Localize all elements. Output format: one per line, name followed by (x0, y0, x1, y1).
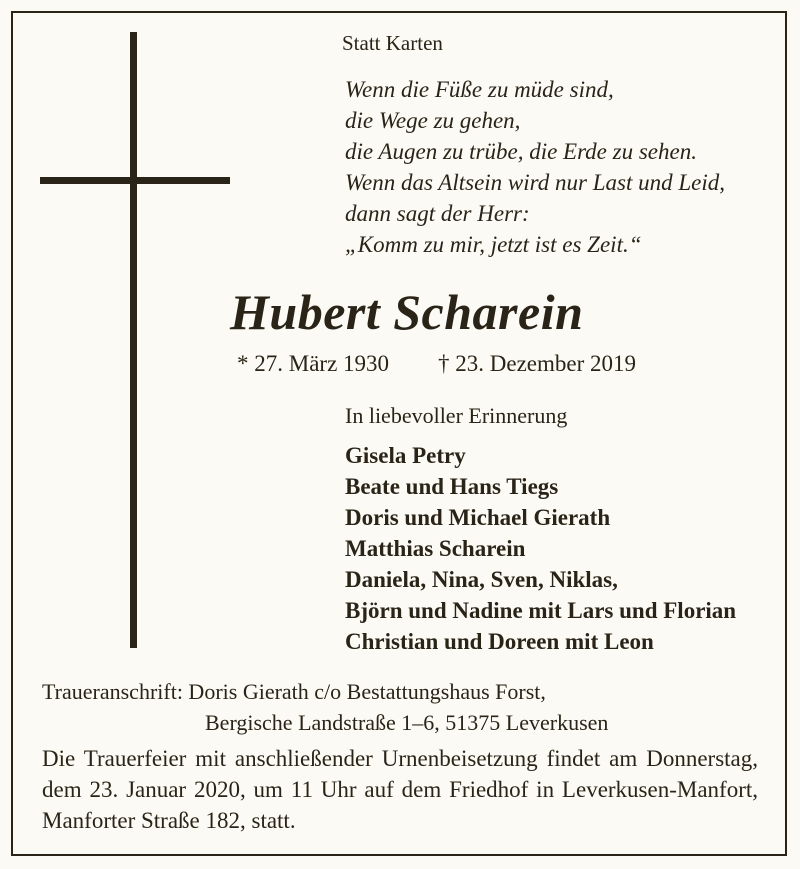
poem-line: „Komm zu mir, jetzt ist es Zeit.“ (345, 232, 642, 257)
ceremony-info: Die Trauerfeier mit anschließender Urnenbeisetzung findet am Donnerstag, dem 23. Januar 2020, um 11 Uhr auf dem Friedhof in Leverkusen-Manfort, Manforter Straße 182, statt. (42, 746, 758, 833)
cross-icon (130, 32, 137, 648)
poem-line: die Wege zu gehen, (345, 108, 521, 133)
mourner-entry: Gisela Petry (345, 443, 466, 468)
birth-date: * 27. März 1930 (237, 351, 390, 376)
mourners-list (345, 440, 736, 657)
mourning-address: Traueranschrift: Doris Gierath c/o Bestattungshaus Forst, (42, 679, 546, 704)
deceased-name: Hubert Scharein (230, 284, 584, 340)
poem-line: Wenn die Füße zu müde sind, (345, 77, 614, 102)
poem-line: dann sagt der Herr: (345, 201, 530, 226)
death-date: † 23. Dezember 2019 (438, 351, 636, 376)
mourner-entry: Matthias Scharein (345, 536, 526, 561)
statt-karten-label: Statt Karten (342, 31, 443, 55)
poem-line: die Augen zu trübe, die Erde zu sehen. (345, 139, 697, 164)
cross-icon-crossbar (40, 177, 230, 184)
mourner-entry: Doris und Michael Gierath (345, 505, 611, 530)
mourner-entry: Beate und Hans Tiegs (345, 474, 559, 499)
poem-line: Wenn das Altsein wird nur Last und Leid, (345, 170, 725, 195)
mourning-address-street: Bergische Landstraße 1–6, 51375 Leverkusen (205, 710, 609, 735)
mourner-entry: Daniela, Nina, Sven, Niklas, (345, 567, 618, 592)
memory-line: In liebevoller Erinnerung (345, 403, 568, 428)
mourner-entry: Christian und Doreen mit Leon (345, 629, 654, 654)
mourner-entry: Björn und Nadine mit Lars und Florian (345, 598, 737, 623)
poem (345, 74, 725, 260)
